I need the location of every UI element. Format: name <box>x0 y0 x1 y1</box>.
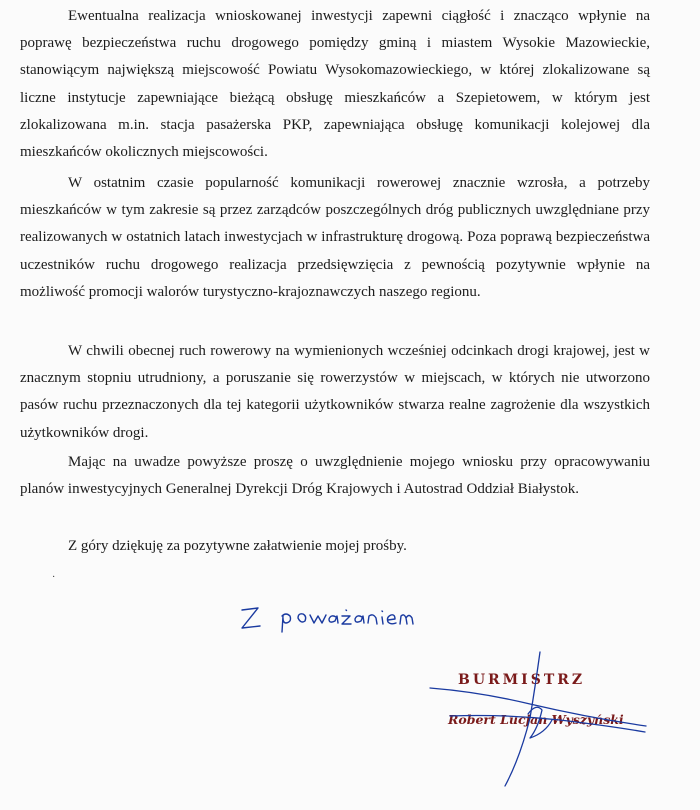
paragraph-5: Z góry dziękuję za pozytywne załatwienie mojej prośby. <box>68 538 407 554</box>
stamp-title: BURMISTRZ <box>458 672 586 688</box>
margin-mark: · <box>52 572 56 583</box>
paragraph-2: W ostatnim czasie popularność komunikacji rowerowej znacznie wzrosła, a potrzeby mieszkańców w tym zakresie są przez zarządców poszczególnych dróg publicznych uwzględniane przy realizowanych w ostatnich latach inwestycjach w infrastrukturę drogową. Poza poprawą bezpieczeństwa uczestników ruchu drogowego realizacja przedsięwzięcia z pewnością pozytywnie wpłynie na możliwość promocji walorów turystyczno-krajoznawczych naszego regionu. <box>20 175 650 300</box>
paragraph-3: W chwili obecnej ruch rowerowy na wymienionych wcześniej odcinkach drogi krajowej, jest w znacznym stopniu utrudniony, a poruszanie się rowerzystów w miejscach, w których nie utworzono pasów ruchu przeznaczonych dla tej kategorii użytkowników stwarza realne zagrożenie dla wszystkich użytkowników drogi. <box>20 343 650 441</box>
handwritten-closing <box>236 588 436 638</box>
paragraph-4: Mając na uwadze powyższe proszę o uwzględnienie mojego wniosku przy opracowywaniu planów inwestycyjnych Generalnej Dyrekcji Dróg Krajowych i Autostrad Oddział Białystok. <box>20 454 650 498</box>
paragraph-1: Ewentualna realizacja wnioskowanej inwestycji zapewni ciągłość i znacząco wpłynie na poprawę bezpieczeństwa ruchu drogowego pomiędzy gminą i miastem Wysokie Mazowieckie, stanowiącym największą miejscowość Powiatu Wysokomazowieckiego, w której zlokalizowane są liczne instytucje zapewniające bieżącą obsługę mieszkańców a Szepietowem, w którym jest zlokalizowana m.in. stacja pasażerska PKP, zapewniająca obsługę komunikacji kolejowej dla mieszkańców okolicznych miejscowości. <box>20 8 650 161</box>
stamp-name: Robert Lucjan Wyszyński <box>448 712 624 727</box>
signature <box>410 648 660 788</box>
